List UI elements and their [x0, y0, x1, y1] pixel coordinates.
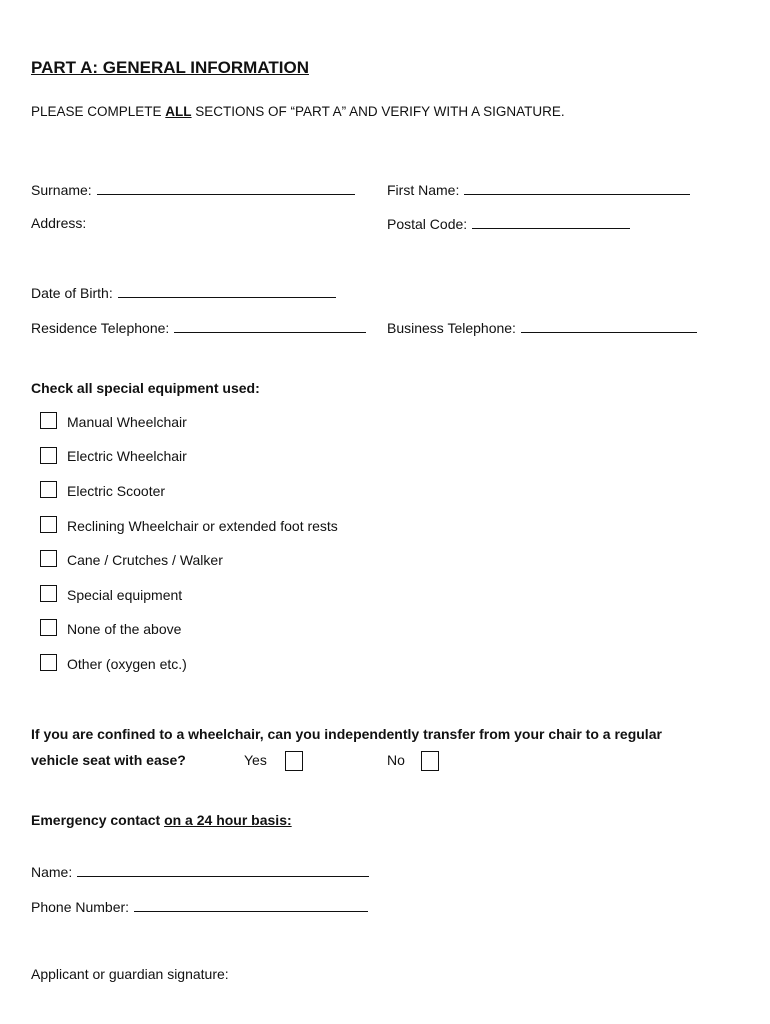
postal-code-label: Postal Code: [387, 216, 468, 232]
transfer-yes-label: Yes [244, 752, 267, 768]
business-phone-field [387, 318, 697, 337]
equipment-label: Reclining Wheelchair or extended foot rests [67, 518, 338, 534]
none-of-the-above-checkbox[interactable] [40, 619, 57, 636]
equipment-heading: Check all special equipment used: [31, 380, 260, 396]
first-name-input-line[interactable] [464, 180, 690, 195]
emergency-name-field [31, 862, 369, 881]
equipment-label: Manual Wheelchair [67, 414, 187, 430]
equipment-label: Other (oxygen etc.) [67, 656, 187, 672]
signature-label: Applicant or guardian signature: [31, 966, 229, 982]
emergency-phone-input-line[interactable] [134, 897, 368, 912]
dob-input-line[interactable] [118, 283, 336, 298]
residence-phone-field [31, 318, 366, 337]
emergency-heading-underlined: on a 24 hour basis: [164, 812, 292, 828]
instructions-suffix: SECTIONS OF “PART A” AND VERIFY WITH A SIGNATURE. [191, 104, 565, 119]
equipment-label: None of the above [67, 621, 182, 637]
address-label: Address: [31, 215, 87, 231]
reclining-wheelchair-checkbox[interactable] [40, 516, 57, 533]
transfer-question-line1: If you are confined to a wheelchair, can you independently transfer from your chair to a regular [31, 726, 662, 742]
emergency-heading-prefix: Emergency contact [31, 812, 165, 828]
transfer-yes-checkbox[interactable] [285, 751, 303, 771]
emergency-phone-label: Phone Number: [31, 899, 130, 915]
equipment-label: Electric Wheelchair [67, 448, 187, 464]
equipment-label: Special equipment [67, 587, 183, 603]
emergency-name-label: Name: [31, 864, 73, 880]
other-oxygen-checkbox[interactable] [40, 654, 57, 671]
instructions-prefix: PLEASE COMPLETE [31, 104, 166, 119]
emergency-heading [31, 812, 292, 828]
instructions [31, 104, 565, 119]
special-equipment-checkbox[interactable] [40, 585, 57, 602]
dob-field [31, 283, 336, 302]
address-field [31, 214, 86, 232]
postal-code-input-line[interactable] [472, 214, 630, 229]
page-title: PART A: GENERAL INFORMATION [31, 58, 309, 77]
residence-phone-input-line[interactable] [174, 318, 366, 333]
dob-label: Date of Birth: [31, 285, 113, 301]
cane-crutches-walker-checkbox[interactable] [40, 550, 57, 567]
instructions-emphasis: ALL [165, 104, 192, 119]
surname-field [31, 180, 355, 199]
transfer-no-checkbox[interactable] [421, 751, 439, 771]
residence-phone-label: Residence Telephone: [31, 320, 170, 336]
business-phone-label: Business Telephone: [387, 320, 516, 336]
transfer-question-line2: vehicle seat with ease? [31, 752, 186, 768]
electric-wheelchair-checkbox[interactable] [40, 447, 57, 464]
transfer-no-label: No [387, 752, 405, 768]
equipment-label: Cane / Crutches / Walker [67, 552, 223, 568]
first-name-field [387, 180, 690, 199]
emergency-name-input-line[interactable] [77, 862, 369, 877]
electric-scooter-checkbox[interactable] [40, 481, 57, 498]
business-phone-input-line[interactable] [521, 318, 697, 333]
equipment-label: Electric Scooter [67, 483, 166, 499]
surname-input-line[interactable] [97, 180, 355, 195]
emergency-phone-field [31, 897, 368, 916]
surname-label: Surname: [31, 182, 92, 198]
manual-wheelchair-checkbox[interactable] [40, 412, 57, 429]
first-name-label: First Name: [387, 182, 460, 198]
postal-code-field [387, 214, 630, 233]
